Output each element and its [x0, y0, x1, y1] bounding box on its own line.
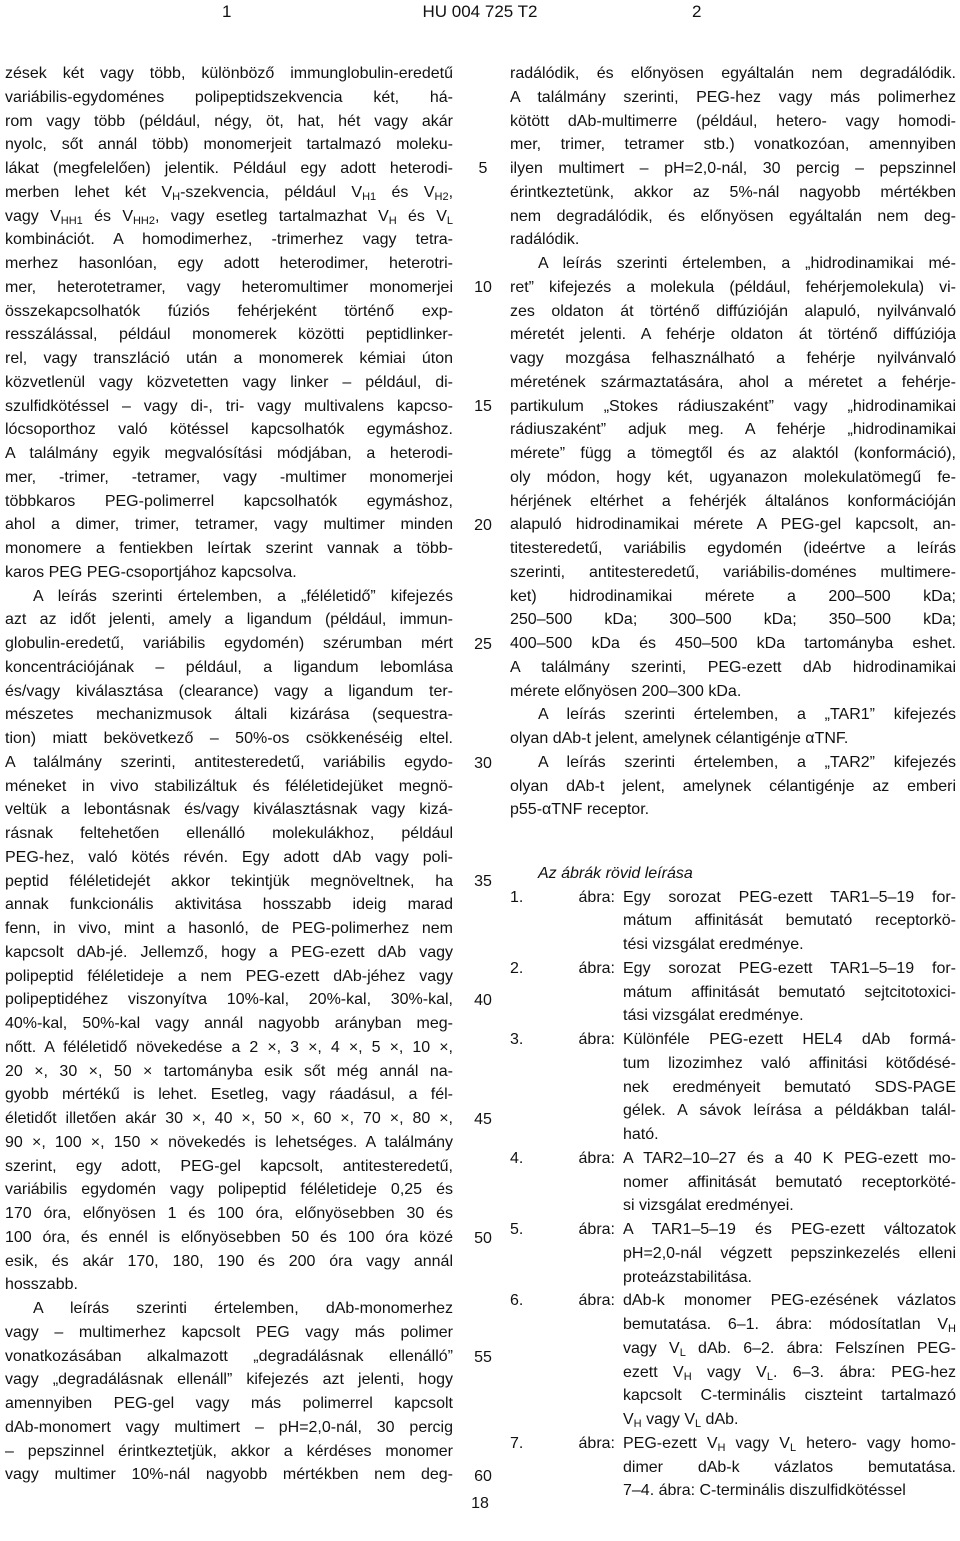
text-line: radálódik. [510, 231, 580, 249]
text-line: mészetes mechanizmusok általi kizárása (sequestra- [5, 706, 453, 724]
figure-text-line: ható. [623, 1126, 659, 1143]
figure-number: 4. ábra: [510, 1149, 615, 1167]
text-line: 250–500 kDa; 300–500 kDa; 350–500 kDa; [510, 611, 956, 629]
figure-number: 6. ábra: [510, 1292, 615, 1310]
line-number: 55 [474, 1349, 492, 1366]
text-line: hosszabb. [5, 1276, 78, 1294]
text-line: p55-αTNF receptor. [510, 801, 650, 819]
text-line: A találmány szerinti, antitesteredetű, variábilis egydo- [5, 753, 453, 771]
text-line: mer, heterotetramer, vagy heteromultimer monomerjei [5, 278, 453, 296]
text-line: lákat (megfelelően) jelentik. Például egy adott heterodi- [5, 160, 453, 177]
text-line: A leírás szerinti értelemben, dAb-monomerhez [33, 1300, 453, 1317]
figure-text-line: A TAR2–10–27 és a 40 K PEG-ezett mo- [623, 1149, 956, 1167]
figure-number: 5. ábra: [510, 1221, 615, 1238]
line-number: 25 [474, 635, 492, 653]
figure-text-line: gélek. A sávok leírása a példákban talál- [623, 1102, 956, 1120]
text-line: 170 óra, előnyösen 1 és 100 óra, előnyösebben 30 és [5, 1205, 453, 1222]
text-line: esik, és akár 170, 180, 190 és 200 óra vagy annál [5, 1252, 453, 1270]
text-line: zések két vagy több, különböző immunglobulin-eredetű [5, 65, 453, 82]
line-number: 40 [474, 992, 492, 1010]
figure-description [510, 886, 956, 957]
text-line: mérete előnyösen 200–300 kDa. [510, 682, 742, 700]
left-text-column [5, 62, 453, 1487]
figure-number: 7. ábra: [510, 1434, 615, 1452]
figure-number: 3. ábra: [510, 1031, 615, 1048]
figure-description [510, 1028, 956, 1147]
figure-text-line: kapcsolt C-terminális ciszteint tartalmazó [623, 1387, 956, 1405]
text-line: partikulum „Stokes rádiuszaként” vagy „hidrodinamikai [510, 397, 956, 415]
text-line: 40%-kal, 50%-kal vagy annál nagyobb arányban meg- [5, 1015, 453, 1032]
header-document-id: HU 004 725 T2 [422, 2, 538, 21]
text-line: A találmány szerinti, PEG-hez vagy más polimerhez [510, 88, 956, 106]
figure-number: 2. ábra: [510, 959, 615, 977]
figure-text-line: bemutatása. 6–1. ábra: módosítatlan $V_H$ [623, 1316, 956, 1335]
line-number: 15 [474, 397, 492, 415]
text-line: mer, trimer, tetramer stb.) vonatkozóan, amennyiben [510, 136, 956, 154]
figure-text-line: Különféle PEG-ezett HEL4 dAb formá- [623, 1031, 956, 1048]
text-line: 90 ×, 100 ×, 150 × növekedés is lehetséges. A találmány [5, 1133, 453, 1151]
figure-text-line: PEG-ezett $V_H$ vagy $V_L$ hetero- vagy homo- [623, 1434, 957, 1454]
text-line: gyobb mértékű is lehet. Esetleg, vagy ráadásul, a fél- [5, 1086, 453, 1104]
text-line: radálódik, és előnyösen egyáltalán nem degradálódik. [510, 65, 956, 82]
text-line: mer, -trimer, -tetramer, vagy -multimer monomerjei [5, 468, 453, 486]
text-line: hérjének eltérhet a fehérjék általános konformációján [510, 492, 956, 510]
text-line: polipeptidéhez viszonyítva 10%-kal, 20%-kal, 30%-kal, [5, 991, 453, 1009]
text-line: rel, vagy transzláció után a monomerek kémiai úton [5, 350, 453, 367]
page-number: 18 [471, 1495, 489, 1512]
text-line: A leírás szerinti értelemben, a „TAR2” kifejezés [538, 753, 956, 771]
text-line: érintkeztetünk, akkor az 5%-nál nagyobb mértékben [510, 183, 956, 201]
figure-description [510, 1289, 956, 1432]
text-line: oly módon, hogy két, ugyanazon molekulatömegű fe- [510, 468, 956, 486]
text-line: rádiuszaként” adjuk meg. A fehérje „hidrodinamikai [510, 421, 956, 439]
text-line: alapuló hidrodinamikai mérete A PEG-gel kapcsolt, an- [510, 516, 956, 534]
text-line: fenn, in vivo, mint a hasonló, de PEG-polimerhez nem [5, 920, 453, 937]
text-line: peptid féléletidejét akkor tekintjük megnöveltnek, ha [5, 872, 453, 890]
text-line: merhez hasonlóan, egy adott heterodimer, heterotri- [5, 255, 453, 272]
text-line: vagy mozgása felhasználható a fehérje nyilvánvaló [510, 350, 956, 367]
figure-text-line: proteázstabilitása. [623, 1268, 752, 1286]
text-line: veltük a lebontásnak és/vagy kiválasztásnak vagy kizá- [5, 801, 453, 819]
text-line: szerint, egy adott, PEG-gel kapcsolt, antitesteredetű, [5, 1157, 453, 1175]
line-number: 60 [474, 1467, 492, 1485]
figure-text-line: tum lizozimhez való affinitási kötődésé- [623, 1054, 956, 1072]
line-number: 20 [474, 516, 492, 534]
figure-number: 1. ábra: [510, 888, 615, 906]
text-line: kombinációt. A homodimerhez, -trimerhez vagy tetra- [5, 231, 453, 249]
text-line: annak funkcionális aktivitása hosszabb ideig marad [5, 896, 453, 914]
figure-description [510, 1432, 956, 1503]
text-line: koncentrációjának – például, a ligandum lebomlása [5, 658, 453, 676]
figure-text-line: nek eredményeit bemutató SDS-PAGE [623, 1078, 956, 1096]
line-number: 10 [474, 278, 492, 296]
figure-description [510, 1218, 956, 1289]
text-line: titesteredetű, variábilis egydomén (ideértve a leírás [510, 540, 956, 557]
text-line: vagy multimer 10%-nál nagyobb mértékben nem deg- [5, 1466, 453, 1484]
text-line: rásnak feltehetően ellenálló molekulákhoz, például [5, 825, 453, 842]
figure-description [510, 957, 956, 1028]
text-line: 20 ×, 30 ×, 50 × tartományba esik sőt még annál na- [5, 1062, 453, 1080]
text-line: többkaros PEG-polimerrel kapcsolhatók egymáshoz, [5, 492, 453, 510]
text-line: életidőt illetően akár 30 ×, 40 ×, 50 ×, 60 ×, 70 ×, 80 ×, [5, 1110, 453, 1127]
figure-text-line: tési vizsgálat eredménye. [623, 936, 804, 953]
figure-text-line: vagy $V_L$ dAb. 6–2. ábra: Felszínen PEG- [623, 1339, 956, 1359]
text-line: variábilis-egydoméneѕ polipeptidszekvencia két, há- [5, 88, 453, 106]
figure-text-line: Egy sorozat PEG-ezett TAR1–5–19 for- [623, 888, 956, 906]
text-line: ret” kifejezés a molekula (például, fehérjemolekula) vi- [510, 278, 956, 296]
line-number: 45 [474, 1111, 492, 1129]
text-line: vagy $V_{HH1}$ és $V_{HH2}$, vagy esetleg tartalmazhat $V_H$ és $V_L$ [5, 207, 454, 227]
figure-text-line: dAb-k monomer PEG-ezésének vázlatos [623, 1292, 956, 1310]
text-line: vonatkozásában alkalmazott „degradálásnak ellenálló” [5, 1347, 453, 1365]
line-number: 30 [474, 754, 492, 772]
text-line: ket) hidrodinamikai mérete a 200–500 kDa; [510, 587, 956, 605]
text-line: és/vagy kiválasztása (clearance) vagy a ligandum ter- [5, 682, 453, 700]
text-line: A leírás szerinti értelemben, a „hidrodinamikai mé- [538, 255, 956, 272]
line-number: 35 [474, 873, 492, 891]
text-line: tion) miatt bekövetkező – 50%-os csökkenéséig eltel. [5, 730, 453, 747]
line-number: 5 [478, 160, 488, 177]
header-right-page-number: 2 [692, 2, 702, 21]
header-left-page-number: 1 [222, 2, 232, 21]
text-line: méretét jelenti. A fehérje oldaton át történő diffúziója [510, 326, 956, 344]
text-line: rom vagy több (például, négy, öt, hat, hét vagy akár [5, 112, 453, 130]
text-line: ilyen multimert – pH=2,0-nál, 30 percig – pepszinnel [510, 160, 956, 177]
text-line: polipeptid féléletideje a nem PEG-ezett dAb-jéhez vagy [5, 967, 453, 985]
text-line: dAb-monomert vagy multimert – pH=2,0-nál, 30 percig [5, 1418, 453, 1436]
text-line: 100 óra, és ennél is előnyösebben 50 és 100 óra közé [5, 1228, 453, 1246]
text-line: lócsoporthoz való kötéssel kapcsolhatók egymáshoz. [5, 421, 453, 439]
text-line: karos PEG PEG-csoportjához kapcsolva. [5, 563, 297, 581]
text-line: méneket in vivo stabilizáltuk és féléletidejüket megnö- [5, 777, 453, 795]
text-line: 400–500 kDa és 450–500 kDa tartományba eshet. [510, 635, 956, 652]
figure-text-line: nomer affinitását bemutató receptorköté- [623, 1173, 956, 1191]
right-text-column [510, 62, 956, 1503]
text-line: nyolc, sőt annál több) monomerjeit tartalmazó moleku- [5, 136, 453, 154]
text-line: szulfidkötéssel – vagy di-, tri- vagy multivalens kapcso- [5, 397, 453, 415]
figure-text-line: si vizsgálat eredményei. [623, 1197, 794, 1215]
text-line: amennyiben PEG-gel vagy más polimerrel kapcsolt [5, 1395, 453, 1412]
text-line: összekapcsolhatók fúziós fehérjeként történő exp- [5, 302, 453, 320]
figure-description [510, 1147, 956, 1218]
figure-text-line: mátum affinitását bemutató receptorkö- [623, 912, 956, 930]
figure-text-line: dimer dAb-k vázlatos bemutatása. [623, 1458, 956, 1476]
figure-text-line: ezett $V_H$ vagy $V_L$. 6–3. ábra: PEG-hez [623, 1363, 956, 1383]
figure-text-line: mátum affinitását bemutató sejtcitotoxici- [623, 983, 956, 1001]
text-line: olyan dAb-t jelent, amelynek célantigénje αTNF. [510, 730, 849, 747]
text-line: zes oldaton át történő diffúzióján alapuló, nyilvánvaló [510, 302, 956, 320]
text-line: olyan dAb-t jelent, amelynek célantigénje az emberi [510, 777, 956, 795]
text-line: PEG-hez, való kötés révén. Egy adott dAb vagy poli- [5, 848, 453, 866]
figures-heading: Az ábrák rövid leírása [538, 864, 693, 882]
text-line: A leírás szerinti értelemben, a „féléletidő” kifejezés [33, 587, 453, 605]
text-line: vagy – multimerhez kapcsolt PEG vagy más polimer [5, 1323, 453, 1341]
text-line: nőtt. A féléletidő növekedése a 2 ×, 3 ×, 4 ×, 5 ×, 10 ×, [5, 1038, 453, 1056]
figure-text-line: A TAR1–5–19 és PEG-ezett változatok [623, 1221, 956, 1238]
figure-text-line: Egy sorozat PEG-ezett TAR1–5–19 for- [623, 959, 956, 977]
text-line: kötött dAb-multimerre (például, hetero- vagy homodi- [510, 112, 956, 130]
figure-text-line: tási vizsgálat eredménye. [623, 1007, 804, 1025]
figure-text-line: pH=2,0-nál végzett pepszinkezelés elleni [623, 1244, 956, 1262]
text-line: méretének származtatására, ahol a méretet a fehérje- [510, 373, 956, 391]
figure-text-line: 7–4. ábra: C-terminális diszulfidkötéssel [623, 1482, 906, 1500]
text-line: azt az időt jelenti, amely a ligandum (például, immun- [5, 611, 453, 629]
line-number: 50 [474, 1230, 492, 1248]
text-line: közvetlenül vagy közvetetten vagy linker – például, di- [5, 373, 453, 391]
text-line: kapcsolt dAb-jé. Jellemző, hogy a PEG-ezett dAb vagy [5, 943, 453, 961]
text-line: monomere a fentiekben leírtak szerint vannak a több- [5, 540, 453, 557]
text-line: merben lehet két $V_H$-szekvencia, például $V_{H1}$ és $V_{H2}$, [5, 183, 454, 203]
text-line: – pepszinnel érintkeztetjük, akkor a kérdéses monomer [5, 1442, 453, 1460]
text-line: vagy „degradálásnak ellenáll” kifejezés azt jelenti, hogy [5, 1371, 453, 1389]
text-line: A leírás szerinti értelemben, a „TAR1” kifejezés [538, 706, 956, 724]
text-line: A találmány szerinti, PEG-ezett dAb hidrodinamikai [510, 658, 956, 676]
text-line: ahol a dimer, trimer, tetramer, vagy multimer minden [5, 516, 453, 534]
text-line: resszálással, például monomerek közötti peptidlinker- [5, 326, 453, 344]
text-line: mérete” függ a tömegtől és az alaktól (konformáció), [510, 445, 956, 462]
text-line: A találmány egyik megvalósítási módjában, a heterodi- [5, 445, 453, 462]
text-line: nem degradálódik, és előnyösen egyáltalán nem deg- [510, 207, 956, 225]
text-line: szerinti, antitesteredetű, variábilis-doméneѕ multimere- [510, 563, 956, 581]
figure-text-line: $V_H$ vagy $V_L$ dAb. [623, 1411, 739, 1430]
text-line: variábilis egydomén vagy polipeptid féléletideje 0,25 és [5, 1181, 453, 1199]
text-line: globulin-eredetű, variábilis egydomén) szérumban mért [5, 635, 453, 652]
